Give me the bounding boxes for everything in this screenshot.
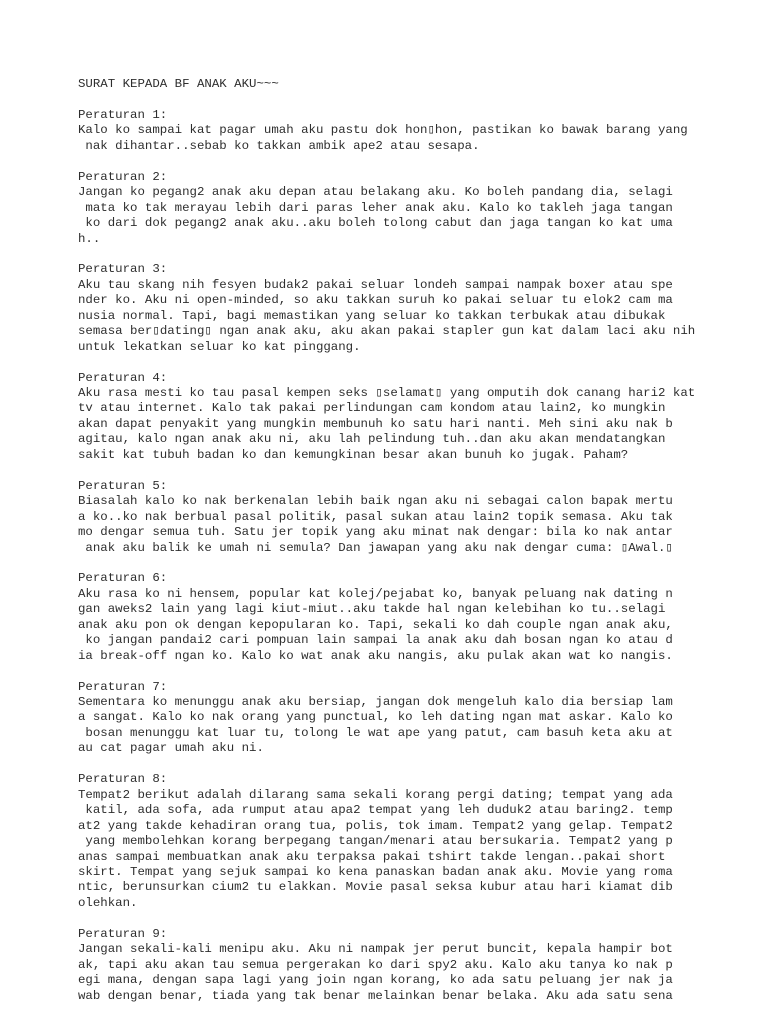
rule-section [78,170,728,247]
rule-text-line: sakit kat tubuh badan ko dan kemungkinan besar akan bunuh ko jugak. Paham? [78,447,629,462]
rule-text-line: h.. [78,231,101,246]
rule-section [78,927,728,1004]
rule-text-line: Tempat2 berikut adalah dilarang sama sekali korang pergi dating; tempat yang ada [78,787,673,802]
rule-heading: Peraturan 9: [78,926,168,941]
rule-body [78,942,728,1004]
rule-text-line: nusia normal. Tapi, bagi memastikan yang seluar ko takkan terbukak atau dibukak [78,308,666,323]
rule-body [78,494,728,556]
rule-text-line: Sementara ko menunggu anak aku bersiap, jangan dok mengeluh kalo dia bersiap lam [78,695,673,710]
rule-text-line: mata ko tak merayau lebih dari paras leher anak aku. Kalo ko takleh jaga tangan [78,200,673,215]
rule-text-line: mo dengar semua tuh. Satu jer topik yang aku minat nak dengar: bila ko nak antar [78,525,673,540]
rule-text-line: Aku rasa mesti ko tau pasal kempen seks ▯selamat▯ yang omputih dok canang hari2 kat [78,386,696,400]
rule-text-line: ko jangan pandai2 cari pompuan lain sampai la anak aku dah bosan ngan ko atau d [78,633,673,648]
rule-body [78,386,728,463]
rule-text-line: bosan menunggu kat luar tu, tolong le wat ape yang patut, cam basuh keta aku at [78,725,673,740]
rule-text-line: ia break-off ngan ko. Kalo ko wat anak aku nangis, aku pulak akan wat ko nangis. [78,648,673,663]
rule-body [78,123,728,154]
rule-section [78,371,728,464]
rule-text-line: at2 yang takde kehadiran orang tua, polis, tok imam. Tempat2 yang gelap. Tempat2 [78,818,673,833]
document-page [78,77,728,1019]
rule-text-line: semasa ber▯dating▯ ngan anak aku, aku akan pakai stapler gun kat dalam laci aku nih [78,324,696,339]
rule-text-line: yang membolehkan korang berpegang tangan/menari atau bersukaria. Tempat2 yang p [78,834,673,849]
rule-section [78,479,728,556]
rule-text-line: akan dapat penyakit yang mungkin membunuh ko satu hari nanti. Meh sini aku nak b [78,416,673,431]
rule-heading: Peraturan 3: [78,262,168,277]
rule-text-line: a ko..ko nak berbual pasal politik, pasal sukan atau lain2 topik semasa. Aku tak [78,509,673,524]
rule-heading: Peraturan 8: [78,772,168,787]
rule-text-line: tv atau internet. Kalo tak pakai perlindungan cam kondom atau lain2, ko mungkin [78,401,666,416]
rule-text-line: anak aku balik ke umah ni semula? Dan jawapan yang aku nak dengar cuma: ▯Awal.▯ [78,540,673,555]
rule-body [78,695,728,757]
rule-text-line: a sangat. Kalo ko nak orang yang punctual, ko leh dating ngan mat askar. Kalo ko [78,710,673,725]
rule-heading: Peraturan 7: [78,679,168,694]
rule-text-line: Aku rasa ko ni hensem, popular kat kolej/pejabat ko, banyak peluang nak dating n [78,586,673,601]
rule-text-line: agitau, kalo ngan anak aku ni, aku lah pelindung tuh..dan aku akan mendatangkan [78,432,666,447]
rule-text-line: skirt. Tempat yang sejuk sampai ko kena panaskan badan anak aku. Movie yang roma [78,864,673,879]
rule-section [78,680,728,757]
rule-heading: Peraturan 2: [78,169,168,184]
rule-text-line: anak aku pon ok dengan kepopularan ko. Tapi, sekali ko dah couple ngan anak aku, [78,617,673,632]
rule-text-line: Jangan ko pegang2 anak aku depan atau belakang aku. Ko boleh pandang dia, selagi [78,185,673,200]
rule-heading: Peraturan 1: [78,107,168,122]
rule-text-line: katil, ada sofa, ada rumput atau apa2 tempat yang leh duduk2 atau baring2. temp [78,803,673,818]
rule-section [78,108,728,154]
rule-text-line: untuk lekatkan seluar ko kat pinggang. [78,339,361,354]
rule-section [78,571,728,664]
rule-section [78,262,728,355]
rule-body [78,587,728,664]
rule-body [78,788,728,912]
rule-text-line: Jangan sekali-kali menipu aku. Aku ni nampak jer perut buncit, kepala hampir bot [78,942,673,957]
rule-heading: Peraturan 6: [78,571,168,586]
rule-text-line: ntic, berunsurkan cium2 tu elakkan. Movie pasal seksa kubur atau hari kiamat dib [78,880,673,895]
rule-text-line: olehkan. [78,895,138,910]
rule-text-line: au cat pagar umah aku ni. [78,741,264,756]
rule-text-line: egi mana, dengan sapa lagi yang join ngan korang, ko ada satu peluang jer nak ja [78,973,673,988]
rule-text-line: ko dari dok pegang2 anak aku..aku boleh tolong cabut dan jaga tangan ko kat uma [78,216,673,231]
rule-body [78,185,728,247]
rule-body [78,278,728,355]
rule-section [78,772,728,911]
rule-text-line: nder ko. Aku ni open-minded, so aku takkan suruh ko pakai seluar tu elok2 cam ma [78,293,673,308]
rule-heading: Peraturan 5: [78,478,168,493]
rule-text-line: Biasalah kalo ko nak berkenalan lebih baik ngan aku ni sebagai calon bapak mertu [78,494,673,509]
rule-text-line: nak dihantar..sebab ko takkan ambik ape2 atau sesapa. [78,138,480,153]
rule-text-line: wab dengan benar, tiada yang tak benar melainkan benar belaka. Aku ada satu sena [78,988,673,1003]
document-title: SURAT KEPADA BF ANAK AKU~~~ [78,77,279,91]
rule-text-line: anas sampai membuatkan anak aku terpaksa pakai tshirt takde lengan..pakai short [78,849,666,864]
rule-text-line: gan aweks2 lain yang lagi kiut-miut..aku takde hal ngan kelebihan ko tu..selagi [78,602,666,617]
rule-heading: Peraturan 4: [78,370,168,385]
rule-text-line: Kalo ko sampai kat pagar umah aku pastu dok hon▯hon, pastikan ko bawak barang yang [78,123,688,138]
rule-text-line: Aku tau skang nih fesyen budak2 pakai seluar londeh sampai nampak boxer atau spe [78,277,673,292]
rules-list [78,108,728,1004]
rule-text-line: ak, tapi aku akan tau semua pergerakan ko dari spy2 aku. Kalo aku tanya ko nak p [78,957,673,972]
